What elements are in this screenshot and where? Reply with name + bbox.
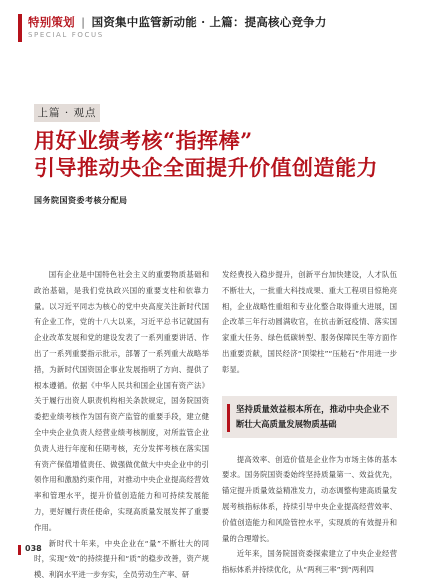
header-subtitle: SPECIAL FOCUS bbox=[28, 31, 104, 39]
body-paragraph: 提高效率、创造价值是企业作为市场主体的基本要求。国务院国资委始终坚持质量第一、效益优先，锚定提升质量效益精准发力，动态调整构建高质量发展考核指标体系，持续引导中央企业提高经营效率、价值创造能力和风险管控水平，实现质的有效提升和量的合理增长。 bbox=[222, 454, 397, 543]
title-line-2: 引导推动央企全面提升价值创造能力 bbox=[34, 155, 378, 180]
body-paragraph: 发经费投入稳步提升，创新平台加快建设，人才队伍不断壮大，一批重大科技成果、重大工程项目惊艳亮相，企业战略性重组和专业化整合取得重大进展，国企改革三年行动圆满收官，在抗击新冠疫情、落实国家重大任务、绿色低碳转型、服务保障民生等方面作出重要贡献，国民经济“顶梁柱”“压舱石”作用进一步彰显。 bbox=[222, 270, 397, 374]
body-paragraph: 国有企业是中国特色社会主义的重要物质基础和政治基础，是我们党执政兴国的重要支柱和依靠力量。以习近平同志为核心的党中央高度关注新时代国有企业工作，党的十八大以来，习近平总书记就国有企业改革发展和党的建设发表了一系列重要讲话、作出了一系列重要指示批示，部署了一系列重大战略举措，为新时代国资国企事业发展指明了方向、提供了根本遵循。依据《中华人民共和国企业国有资产法》关于履行出资人职责机构相关条款规定，国务院国资委把业绩考核作为国有资产监管的重要手段，建立健全中央企业负责人经营业绩考核制度，对所监管企业负责人进行年度和任期考核，充分发挥考核在落实国有资产保值增值责任、做强做优做大中央企业中的引领作用和激励约束作用，对推动中央企业提高经营效率和管理水平，提升价值创造能力和可持续发展能力，更好履行责任使命，实现高质量发展发挥了重要作用。 bbox=[34, 270, 209, 532]
page-number: 038 bbox=[25, 544, 42, 553]
header-line bbox=[28, 14, 327, 30]
page-header bbox=[18, 12, 413, 44]
article-title bbox=[34, 127, 424, 181]
section-heading-box bbox=[222, 396, 397, 438]
section-heading-marker bbox=[227, 404, 230, 432]
body-paragraph: 新时代十年来，中央企业在“量”不断壮大的同时，实现“效”的持续提升和“质”的稳步改善，资产规模、利润水平进一步夯实，全员劳动生产率、研 bbox=[34, 538, 209, 580]
page-number-marker bbox=[18, 545, 21, 555]
article-author: 国务院国资委考核分配局 bbox=[34, 196, 128, 205]
body-column-right bbox=[222, 267, 397, 578]
header-topic: 国资集中监管新动能 · 上篇：提高核心竞争力 bbox=[91, 15, 327, 29]
header-separator: | bbox=[81, 15, 86, 29]
header-accent-bar bbox=[18, 14, 22, 42]
section-heading: 坚持质量效益根本所在，推动中央企业不断壮大高质量发展物质基础 bbox=[236, 403, 389, 429]
header-category: 特别策划 bbox=[28, 15, 75, 29]
title-line-1: 用好业绩考核“指挥棒” bbox=[34, 128, 253, 153]
body-column-left bbox=[34, 267, 209, 583]
body-paragraph: 近年来，国务院国资委探索建立了中央企业经营指标体系并持续优化，从“两利三率”到“两利四 bbox=[222, 549, 397, 575]
section-tag: 上篇 · 观点 bbox=[34, 104, 100, 122]
